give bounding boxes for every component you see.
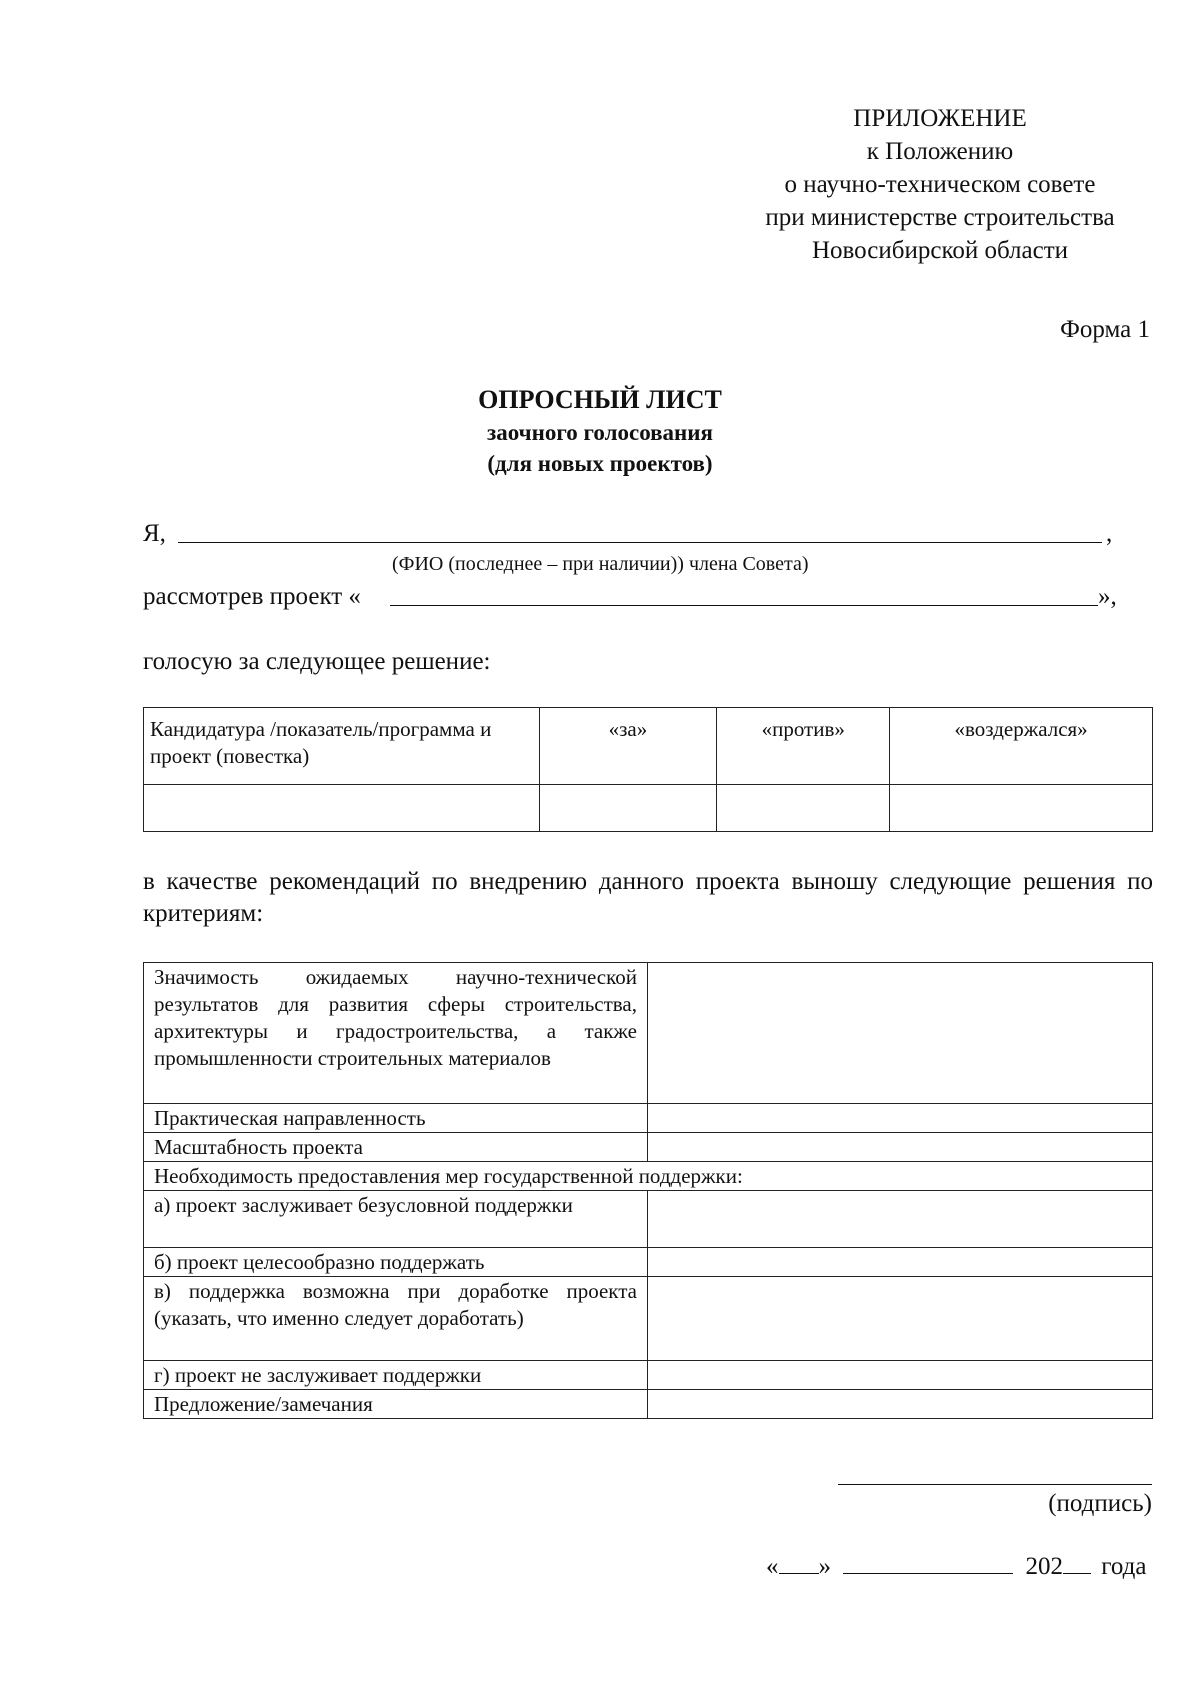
appendix-line: о научно-техническом совете bbox=[784, 171, 1096, 198]
criterion-value-cell[interactable] bbox=[648, 1361, 1153, 1390]
for-cell[interactable] bbox=[539, 785, 717, 832]
criterion-value-cell[interactable] bbox=[648, 1248, 1153, 1277]
appendix-line: к Положению bbox=[866, 138, 1014, 165]
criterion-support-d: г) проект не заслуживает поддержки bbox=[144, 1361, 648, 1390]
i-prefix: Я, bbox=[143, 520, 166, 547]
criterion-practical: Практическая направленность bbox=[144, 1104, 648, 1133]
criterion-significance: Значимость ожидаемых научно-технической результатов для развития сферы строительства, архитектуры и градостроительства, а также промышленности строительных материалов bbox=[144, 963, 648, 1104]
criteria-row bbox=[144, 1104, 1153, 1133]
fio-hint: (ФИО (последнее – при наличии)) члена Совета) bbox=[392, 553, 809, 575]
year-blank[interactable] bbox=[1063, 1555, 1091, 1574]
document-title bbox=[0, 383, 1200, 479]
title-sub-projects: (для новых проектов) bbox=[487, 451, 713, 476]
criterion-value-cell[interactable] bbox=[648, 1133, 1153, 1162]
signature-line[interactable] bbox=[838, 1484, 1152, 1485]
title-main: ОПРОСНЫЙ ЛИСТ bbox=[478, 385, 722, 414]
appendix-line: Новосибирской области bbox=[811, 237, 1069, 264]
header-for: «за» bbox=[539, 708, 717, 785]
criteria-row bbox=[144, 1191, 1153, 1248]
form-label: Форма 1 bbox=[1060, 316, 1150, 343]
signature-label: (подпись) bbox=[1048, 1490, 1152, 1517]
reviewed-suffix: », bbox=[1098, 583, 1117, 610]
date-open-quote: « bbox=[766, 1553, 779, 1580]
candidate-cell[interactable] bbox=[144, 785, 540, 832]
criterion-support-a: а) проект заслуживает безусловной поддержки bbox=[144, 1191, 648, 1248]
criterion-support-header: Необходимость предоставления мер государственной поддержки: bbox=[144, 1162, 1153, 1191]
fio-input-line[interactable] bbox=[178, 542, 1102, 543]
abstained-cell[interactable] bbox=[890, 785, 1153, 832]
criterion-value-cell[interactable] bbox=[648, 1191, 1153, 1248]
criteria-row bbox=[144, 1390, 1153, 1419]
date-close-quote: » bbox=[818, 1553, 831, 1580]
criteria-row bbox=[144, 1133, 1153, 1162]
vote-header-row bbox=[144, 708, 1153, 785]
criteria-row bbox=[144, 1361, 1153, 1390]
vote-input-row bbox=[144, 785, 1153, 832]
criterion-proposals: Предложение/замечания bbox=[144, 1390, 648, 1419]
year-prefix: 202 bbox=[1025, 1553, 1063, 1580]
against-cell[interactable] bbox=[717, 785, 890, 832]
header-against: «против» bbox=[717, 708, 890, 785]
criterion-support-c: в) поддержка возможна при доработке проекта (указать, что именно следует доработать) bbox=[144, 1277, 648, 1361]
criterion-value-cell[interactable] bbox=[648, 1277, 1153, 1361]
criterion-support-b: б) проект целесообразно поддержать bbox=[144, 1248, 648, 1277]
criterion-value-cell[interactable] bbox=[648, 1104, 1153, 1133]
reviewed-prefix: рассмотрев проект « bbox=[143, 583, 361, 610]
criteria-row bbox=[144, 1248, 1153, 1277]
criterion-scale: Масштабность проекта bbox=[144, 1133, 648, 1162]
i-suffix: , bbox=[1106, 520, 1113, 547]
header-candidate: Кандидатура /показатель/программа и проект (повестка) bbox=[144, 708, 540, 785]
appendix-line: при министерстве строительства bbox=[765, 204, 1115, 231]
vote-intro: голосую за следующее решение: bbox=[143, 648, 491, 675]
header-abstained: «воздержался» bbox=[890, 708, 1153, 785]
criterion-value-cell[interactable] bbox=[648, 963, 1153, 1104]
criteria-row bbox=[144, 1162, 1153, 1191]
date-row bbox=[766, 1553, 1146, 1581]
appendix-line: ПРИЛОЖЕНИЕ bbox=[853, 105, 1027, 132]
year-suffix: года bbox=[1101, 1553, 1147, 1580]
appendix-header bbox=[700, 102, 1180, 267]
day-blank[interactable] bbox=[779, 1555, 819, 1574]
criteria-row bbox=[144, 963, 1153, 1104]
criterion-value-cell[interactable] bbox=[648, 1390, 1153, 1419]
vote-table bbox=[143, 707, 1153, 832]
recommendation-text: в качестве рекомендаций по внедрению данного проекта выношу следующие решения по критериям: bbox=[143, 868, 1153, 927]
title-sub-voting: заочного голосования bbox=[487, 420, 713, 445]
criteria-row bbox=[144, 1277, 1153, 1361]
criteria-table bbox=[143, 962, 1153, 1419]
month-blank[interactable] bbox=[843, 1555, 1013, 1574]
project-input-line[interactable] bbox=[390, 605, 1098, 606]
